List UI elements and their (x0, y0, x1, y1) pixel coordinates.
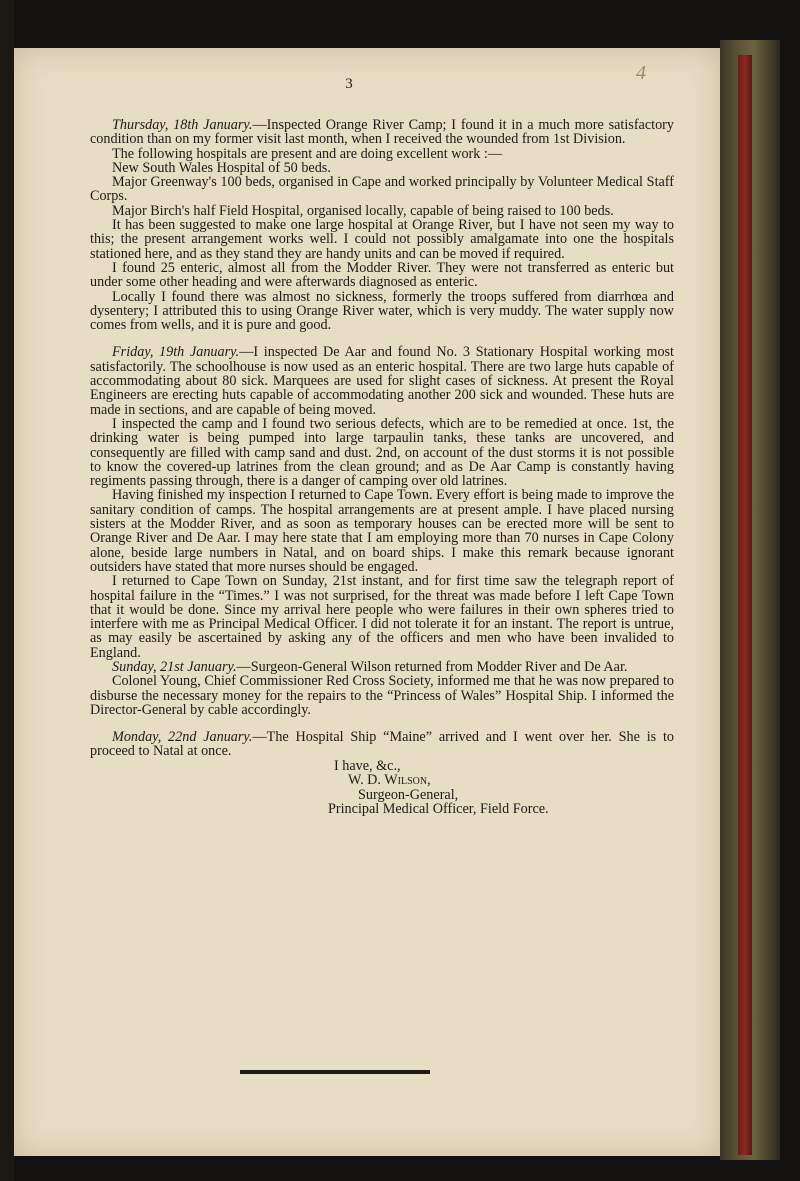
paragraph: Major Birch's half Field Hospital, organised locally, capable of being raised to 100 beds. (112, 202, 614, 219)
paragraph: It has been suggested to make one large hospital at Orange River, but I have not seen my way to this; the present arrangement works well. I could not possibly amalgamate into one the hospitals stationed here, and as they stand they are handy units and can be moved if required. (90, 217, 674, 262)
paragraph: Major Greenway's 100 beds, organised in Cape and worked principally by Volunteer Medical Staff Corps. (90, 174, 674, 205)
paragraph: New South Wales Hospital of 50 beds. (112, 159, 331, 176)
paragraph-sunday: Sunday, 21st January.—Surgeon-General Wilson returned from Modder River and De Aar. (112, 658, 628, 675)
letter-body (90, 118, 674, 816)
paragraph-thursday: Thursday, 18th January.—Inspected Orange River Camp; I found it in a much more satisfactory condition than on my former visit last month, when I received the wounded from 1st Division. (90, 117, 674, 148)
spine-band (738, 55, 752, 1155)
paragraph: Locally I found there was almost no sickness, formerly the troops suffered from diarrhœa and dysentery; I attributed this to using Orange River water, which is very muddy. The water supply now comes from wells, and it is pure and good. (90, 288, 674, 334)
signature-block (90, 759, 674, 817)
closing-rule (240, 1070, 430, 1074)
paragraph: I inspected the camp and I found two serious defects, which are to be remedied at once. 1st, the drinking water is being pumped into large tarpaulin tanks, these tanks are uncovered, and consequently are filled with camp sand and dust. 2nd, on account of the dust storms it is not possible to know the covered-up latrines from the clean ground; and as De Aar Camp is constantly having regiments passing through, there is a danger of camping over old latrines. (90, 415, 674, 490)
signature-title: Principal Medical Officer, Field Force. (328, 800, 549, 817)
signature-name: W. D. Wilson, (348, 772, 431, 789)
paragraph: I returned to Cape Town on Sunday, 21st instant, and for first time saw the telegraph report of hospital failure in the “Times.” I was not surprised, for the threat was made before I left Cape Town that it would be done. Since my arrival here people who were failures in their own spheres tried to interfere with me as Principal Medical Officer. I did not tolerate it for an instant. The report is untrue, as may easily be ascertained by asking any of the officers and men who have been invalided to England. (90, 573, 674, 661)
paragraph: The following hospitals are present and are doing excellent work :— (112, 145, 503, 162)
corner-pencil-mark: 4 (636, 62, 646, 84)
signature-rank: Surgeon-General, (358, 786, 459, 803)
paragraph: I found 25 enteric, almost all from the Modder River. They were not transferred as enteric but under some other heading and were afterwards diagnosed as enteric. (90, 259, 674, 291)
paragraph: Having finished my inspection I returned to Cape Town. Every effort is being made to improve the sanitary condition of camps. The hospital arrangements are at present ample. I have placed nursing sisters at the Modder River, and as soon as temporary houses can be erected more will be sent to Orange River and De Aar. I may here state that I am employing more than 70 nurses in Cape Colony alone, beside large numbers in Natal, and on board ships. I make this remark because ignorant outsiders have stated that more nurses should be engaged. (90, 487, 674, 575)
date-thursday: Thursday, 18th January. (112, 117, 253, 133)
book-left-edge (0, 0, 14, 1181)
date-monday: Monday, 22nd January. (112, 729, 253, 746)
date-friday: Friday, 19th January. (112, 344, 240, 361)
date-sunday: Sunday, 21st January. (112, 658, 237, 675)
paragraph: Colonel Young, Chief Commissioner Red Cross Society, informed me that he was now prepared to disburse the necessary money for the repairs to the “Princess of Wales” Hospital Ship. I informed the Director-General by cable accordingly. (90, 673, 674, 718)
paragraph-friday: Friday, 19th January.—I inspected De Aar and found No. 3 Stationary Hospital working most satisfactorily. The schoolhouse is now used as an enteric hospital. There are two large huts capable of accommodating about 80 sick. Marquees are used for slight cases of sickness. At present the Royal Engineers are erecting huts capable of accommodating another 200 sick and wounded. These huts are made in sections, and are capable of being moved. (90, 344, 675, 418)
page-number: 3 (345, 76, 353, 92)
paragraph-monday: Monday, 22nd January.—The Hospital Ship “Maine” arrived and I went over her. She is to proceed to Natal at once. (90, 729, 674, 760)
signature-closing: I have, &c., (334, 757, 401, 774)
